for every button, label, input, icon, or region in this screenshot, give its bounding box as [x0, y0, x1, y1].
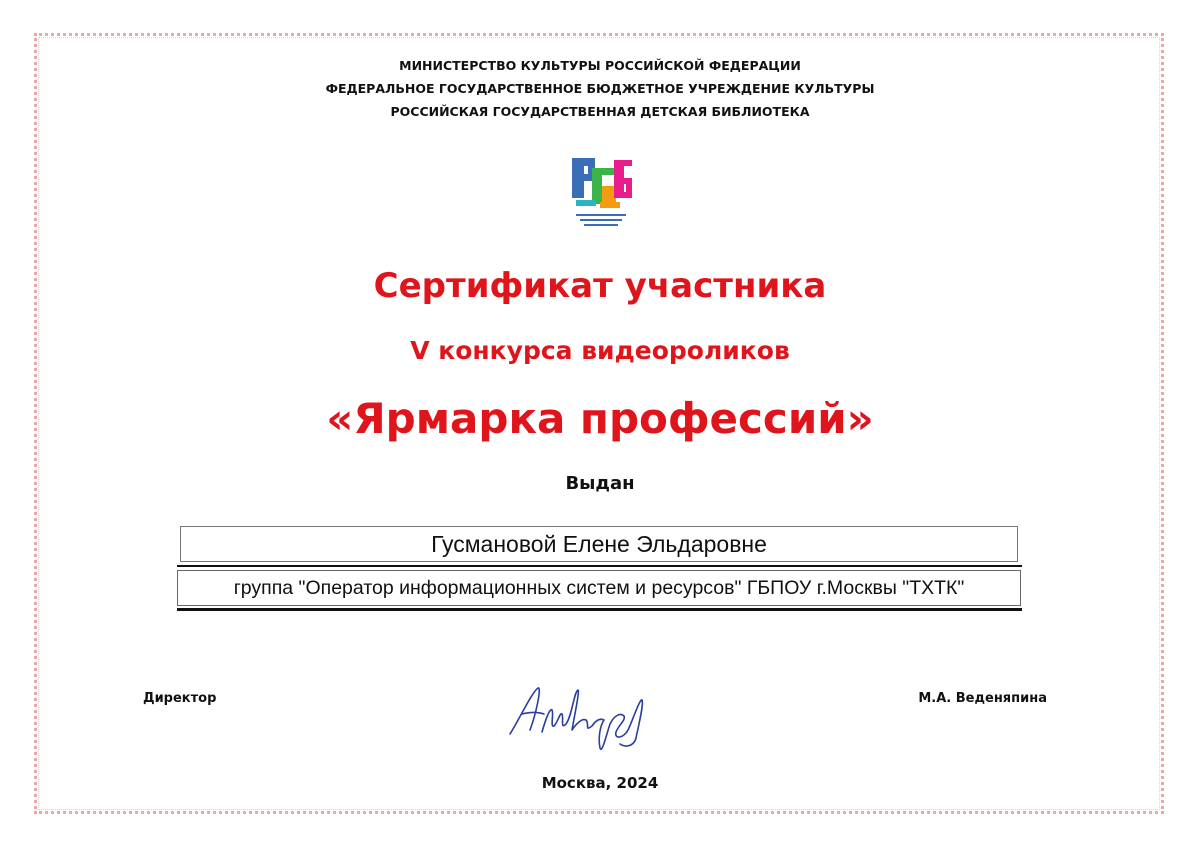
- director-title: Директор: [143, 691, 217, 706]
- recipient-name: Гусмановой Елене Эльдаровне: [180, 526, 1018, 562]
- handwritten-signature-icon: [500, 678, 660, 756]
- contest-subtitle: V конкурса видеороликов: [410, 336, 790, 365]
- certificate-title: Сертификат участника: [373, 266, 827, 306]
- contest-name: «Ярмарка профессий»: [326, 394, 874, 443]
- group-underline: [177, 608, 1022, 611]
- issuer-header: [0, 54, 1200, 123]
- name-underline: [177, 565, 1022, 567]
- place-and-year: Москва, 2024: [541, 774, 659, 792]
- header-line-library: РОССИЙСКАЯ ГОСУДАРСТВЕННАЯ ДЕТСКАЯ БИБЛИОТЕКА: [390, 104, 810, 119]
- signer-name: М.А. Веденяпина: [918, 691, 1047, 706]
- rgdb-logo-icon: [562, 152, 638, 232]
- issued-label: Выдан: [565, 473, 635, 494]
- recipient-group: группа "Оператор информационных систем и ресурсов" ГБПОУ г.Москвы "ТХТК": [177, 570, 1021, 606]
- header-line-ministry: МИНИСТЕРСТВО КУЛЬТУРЫ РОССИЙСКОЙ ФЕДЕРАЦИИ: [399, 58, 801, 73]
- header-line-institution-type: ФЕДЕРАЛЬНОЕ ГОСУДАРСТВЕННОЕ БЮДЖЕТНОЕ УЧРЕЖДЕНИЕ КУЛЬТУРЫ: [325, 81, 875, 96]
